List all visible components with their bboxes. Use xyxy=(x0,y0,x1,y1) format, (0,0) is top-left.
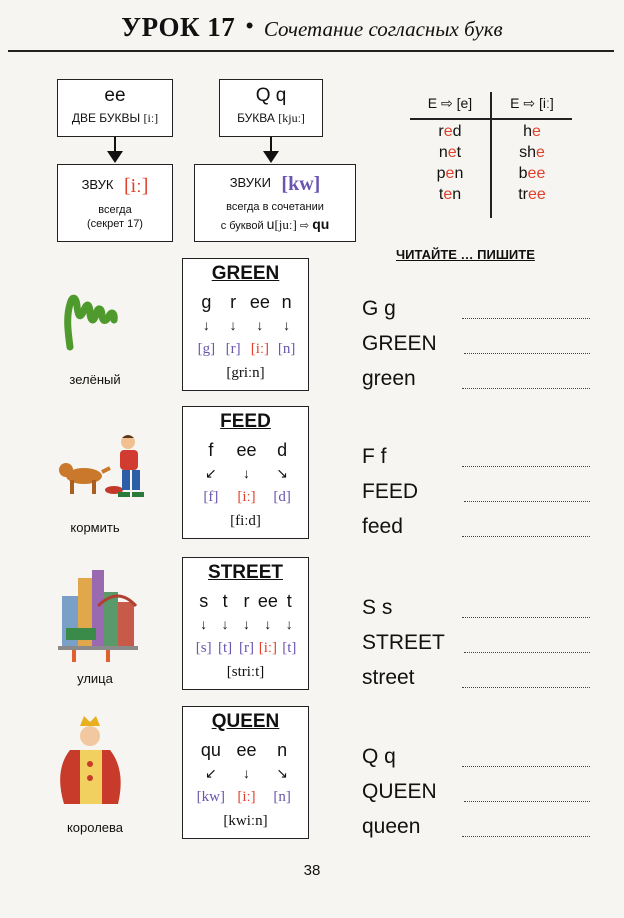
box-one-letter xyxy=(219,79,323,137)
practice-word: Q q xyxy=(362,745,396,768)
green-scribble-icon xyxy=(62,292,118,352)
word-letter: t xyxy=(286,591,292,611)
word-sound: [t] xyxy=(218,640,233,656)
writing-line[interactable] xyxy=(464,651,590,653)
arrow-down-icon: ↓ xyxy=(200,616,208,632)
etable-word: she xyxy=(519,144,545,161)
practice-word: feed xyxy=(362,515,403,538)
practice-word: STREET xyxy=(362,631,445,654)
box-sound-note2: (секрет 17) xyxy=(87,218,143,230)
arrow-down-icon: ↓ xyxy=(256,317,264,333)
arrow-down-icon: ↓ xyxy=(229,317,237,333)
practice-word: green xyxy=(362,367,416,390)
etable-word: net xyxy=(438,144,462,161)
writing-line[interactable] xyxy=(462,765,590,767)
word-sound: [iː] xyxy=(258,640,278,656)
arrow-down-icon: ↘ xyxy=(276,765,289,781)
etable-col2 xyxy=(492,121,572,205)
word-transcription: [fiːd] xyxy=(230,513,261,529)
writing-line[interactable] xyxy=(464,800,590,802)
arrow-down-icon: ↓ xyxy=(221,616,229,632)
word-sound: [r] xyxy=(225,341,241,357)
word-letter: g xyxy=(201,292,212,312)
box-qq-caption: БУКВА [kjuː] xyxy=(237,111,305,125)
picture-caption: кормить xyxy=(70,520,120,535)
arrow-down-icon xyxy=(263,151,279,163)
word-sound: [r] xyxy=(239,640,254,656)
box-sound xyxy=(57,164,173,242)
word-letter: ee xyxy=(236,740,257,760)
arrow-down-icon: ↙ xyxy=(204,465,217,481)
word-letter: qu xyxy=(200,740,221,760)
word-transcription: [griːn] xyxy=(226,365,265,381)
picture-caption: зелёный xyxy=(69,372,121,387)
page-number: 38 xyxy=(303,862,321,879)
writing-line[interactable] xyxy=(462,465,590,467)
word-transcription: [kwiːn] xyxy=(223,813,268,829)
word-sound: [iː] xyxy=(237,489,256,505)
word-letter: d xyxy=(277,440,288,460)
word-sound: [d] xyxy=(273,489,291,505)
box-ee-letters: ee xyxy=(104,85,126,106)
etable-col1 xyxy=(410,121,490,205)
box-sound-note1: всегда xyxy=(98,204,132,216)
practice-word: S s xyxy=(362,596,393,619)
writing-line[interactable] xyxy=(462,616,590,618)
word-card-title: GREEN xyxy=(211,263,280,284)
arrow-down-icon: ↘ xyxy=(276,465,289,481)
box-qq-letters: Q q xyxy=(255,85,287,106)
queen-figure-icon xyxy=(54,710,126,806)
etable-word: tree xyxy=(518,186,546,203)
word-letter: r xyxy=(243,591,250,611)
lesson-title: УРОК 17 xyxy=(121,12,236,42)
word-transcription: [striːt] xyxy=(226,664,265,680)
etable-col2-header: E ⇨ [iː] xyxy=(510,95,554,111)
word-card xyxy=(182,706,309,839)
word-letter: r xyxy=(230,292,237,312)
practice-word: street xyxy=(362,666,415,689)
etable-word: pen xyxy=(436,165,464,182)
practice-word: GREEN xyxy=(362,332,437,355)
word-letter: ee xyxy=(236,440,257,460)
city-street-icon xyxy=(58,566,138,664)
etable-word: ten xyxy=(438,186,462,203)
box-ee-caption: ДВЕ БУКВЫ [iː] xyxy=(71,111,159,125)
word-letter: n xyxy=(277,740,288,760)
word-card xyxy=(182,557,309,690)
word-sound: [f] xyxy=(203,489,219,505)
arrow-down-icon: ↓ xyxy=(243,465,250,481)
arrow-down-icon: ↙ xyxy=(204,765,217,781)
word-card-title: QUEEN xyxy=(211,711,280,732)
word-sound: [iː] xyxy=(237,789,256,805)
practice-word: QUEEN xyxy=(362,780,437,803)
word-sound: [t] xyxy=(282,640,297,656)
word-letter: ee xyxy=(249,292,270,312)
writing-line[interactable] xyxy=(464,500,590,502)
read-write-heading: ЧИТАЙТЕ … ПИШИТЕ xyxy=(396,247,535,262)
arrow-down-icon: ↓ xyxy=(285,616,293,632)
writing-line[interactable] xyxy=(462,835,590,837)
etable-col1-header: E ⇨ [e] xyxy=(427,95,473,111)
arrow-down-icon: ↓ xyxy=(243,616,250,632)
word-letter: f xyxy=(208,440,214,460)
word-sound: [kw] xyxy=(196,789,225,805)
arrow-down-icon: ↓ xyxy=(283,317,291,333)
box-sounds-note1: всегда в сочетании xyxy=(226,201,324,213)
page-header xyxy=(0,12,624,43)
box-sound-ipa: [iː] xyxy=(123,175,149,197)
arrow-down-icon xyxy=(107,151,123,163)
word-card xyxy=(182,258,309,391)
box-sound-label: ЗВУК xyxy=(81,177,114,192)
practice-word: F f xyxy=(362,445,387,468)
header-separator: • xyxy=(245,13,254,38)
header-rule xyxy=(8,50,614,52)
practice-word: G g xyxy=(362,297,396,320)
word-sound: [s] xyxy=(195,640,212,656)
word-card xyxy=(182,406,309,539)
etable-word: he xyxy=(523,123,541,140)
practice-word: FEED xyxy=(362,480,419,503)
box-two-letters xyxy=(57,79,173,137)
word-sound: [iː] xyxy=(250,341,270,357)
lesson-subtitle: Сочетание согласных букв xyxy=(263,17,503,41)
writing-line[interactable] xyxy=(462,686,590,688)
box-sounds-label: ЗВУКИ xyxy=(229,175,271,190)
word-sound: [n] xyxy=(273,789,291,805)
word-letter: ee xyxy=(257,591,278,611)
picture-caption: улица xyxy=(77,671,113,686)
writing-line[interactable] xyxy=(462,535,590,537)
writing-line[interactable] xyxy=(464,352,590,354)
word-card-title: FEED xyxy=(220,411,271,432)
box-sounds-ipa: [kw] xyxy=(281,173,321,195)
boy-feeding-dog-icon xyxy=(52,432,152,500)
etable-word: red xyxy=(438,123,462,140)
word-sound: [g] xyxy=(197,341,216,357)
writing-line[interactable] xyxy=(462,387,590,389)
etable-word: bee xyxy=(518,165,546,182)
word-letter: s xyxy=(199,591,209,611)
arrow-down-icon: ↓ xyxy=(264,616,272,632)
word-letter: n xyxy=(281,292,292,312)
word-letter: t xyxy=(222,591,228,611)
word-sound: [n] xyxy=(277,341,296,357)
writing-line[interactable] xyxy=(462,317,590,319)
word-card-title: STREET xyxy=(208,562,283,583)
box-sounds xyxy=(194,164,356,242)
arrow-down-icon: ↓ xyxy=(243,765,250,781)
arrow-down-icon: ↓ xyxy=(202,317,210,333)
practice-word: queen xyxy=(362,815,421,838)
box-sounds-note2: с буквой u[juː] ⇨ qu xyxy=(220,216,330,232)
picture-caption: королева xyxy=(66,820,124,835)
